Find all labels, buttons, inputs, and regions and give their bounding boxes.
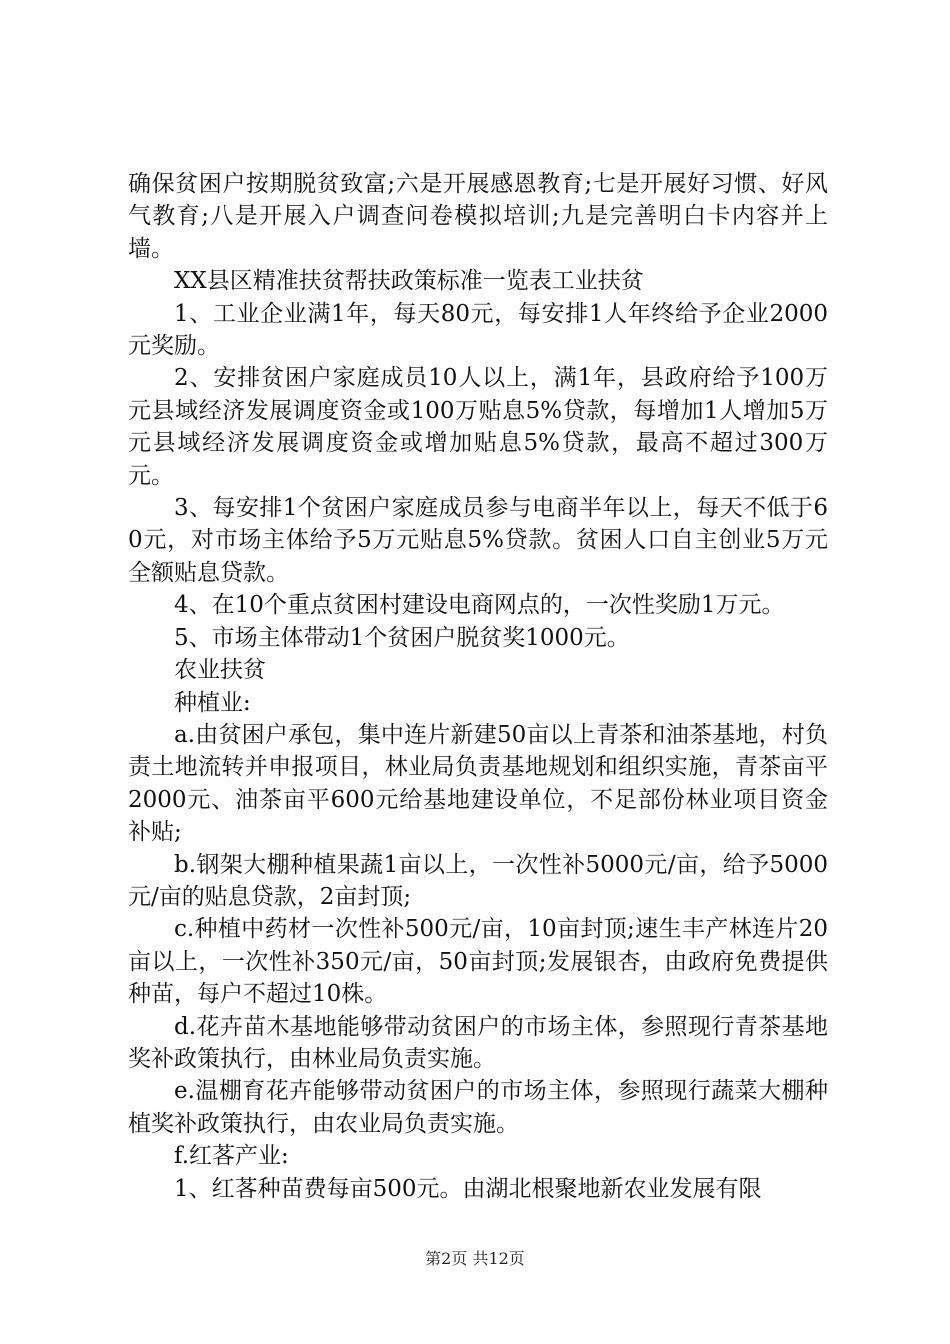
paragraph: 5、市场主体带动1个贫困户脱贫奖1000元。 — [174, 624, 630, 651]
document-body — [128, 168, 828, 1205]
paragraph: 1、工业企业满1年，每天80元，每安排1人年终给予企业2000元奖励。 — [128, 300, 828, 360]
paragraph: b.钢架大棚种植果蔬1亩以上，一次性补5000元/亩，给予5000元/亩的贴息贷款，2亩封顶; — [128, 851, 828, 910]
paragraph: 种植业: — [174, 689, 251, 716]
page-number-label: 第2页 共12页 — [425, 1249, 525, 1268]
paragraph: c.种植中药材一次性补500元/亩，10亩封顶;速生丰产林连片20亩以上，一次性补350元/亩，50亩封顶;发展银杏，由政府免费提供种苗，每户不超过10株。 — [128, 916, 828, 1008]
paragraph: 2、安排贫困户家庭成员10人以上，满1年，县政府给予100万元县域经济发展调度资金或100万贴息5%贷款，每增加1人增加5万元县域经济发展调度资金或增加贴息5%贷款，最高不超过300万元。 — [128, 365, 828, 489]
page-footer — [0, 1246, 950, 1269]
paragraph: XX县区精准扶贫帮扶政策标准一览表工业扶贫 — [174, 268, 644, 295]
paragraph: d.花卉苗木基地能够带动贫困户的市场主体，参照现行青茶基地奖补政策执行，由林业局负责实施。 — [128, 1013, 828, 1072]
paragraph: 4、在10个重点贫困村建设电商网点的，一次性奖励1万元。 — [174, 592, 785, 619]
paragraph: a.由贫困户承包，集中连片新建50亩以上青茶和油茶基地，村负责土地流转并申报项目，林业局负责基地规划和组织实施，青茶亩平2000元、油茶亩平600元给基地建设单位，不足部份林业项目资金补贴; — [128, 721, 828, 846]
paragraph: 农业扶贫 — [174, 657, 266, 684]
paragraph: 确保贫困户按期脱贫致富;六是开展感恩教育;七是开展好习惯、好风气教育;八是开展入户调查问卷模拟培训;九是完善明白卡内容并上墙。 — [128, 171, 828, 262]
paragraph: e.温棚育花卉能够带动贫困户的市场主体，参照现行蔬菜大棚种植奖补政策执行，由农业局负责实施。 — [128, 1078, 828, 1137]
paragraph: 1、红茖种苗费每亩500元。由湖北根聚地新农业发展有限 — [174, 1175, 762, 1202]
paragraph: 3、每安排1个贫困户家庭成员参与电商半年以上，每天不低于60元，对市场主体给予5万元贴息5%贷款。贫困人口自主创业5万元全额贴息贷款。 — [128, 495, 828, 586]
paragraph: f.红茖产业: — [174, 1143, 289, 1170]
